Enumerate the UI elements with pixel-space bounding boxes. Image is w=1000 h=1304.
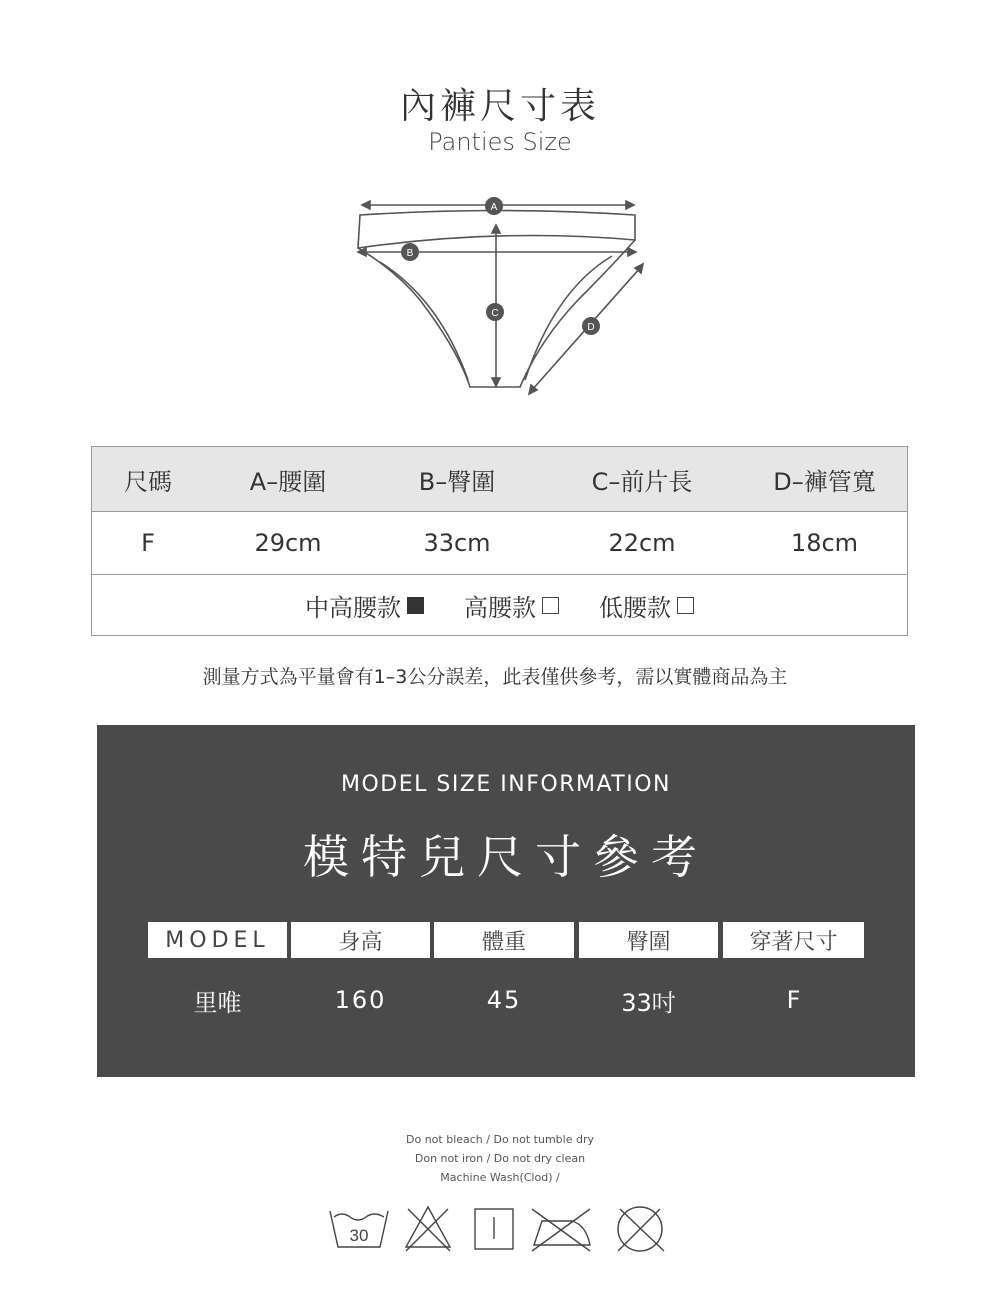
size-table-header [92,447,907,512]
style-option-low [599,588,694,623]
cell-front-length: 22cm [608,528,676,557]
care-icons [328,1203,672,1255]
model-header-name: MODEL [148,922,287,958]
model-title-zh: 模特兒尺寸參考 [303,830,709,884]
model-weight: 45 [486,986,522,1014]
header-waist: A–腰圍 [249,467,327,496]
header-front-length: C–前片長 [591,467,693,496]
style-row [92,574,907,636]
cell-hip: 33cm [423,528,491,557]
table-row [92,511,907,575]
cell-size: F [141,528,155,557]
header-size: 尺碼 [124,467,172,496]
style-option-high [464,588,559,623]
page-subtitle: Panties Size [428,128,572,156]
no-iron-icon [532,1209,590,1251]
hang-dry-icon [475,1209,513,1249]
panties-diagram [340,190,660,400]
model-info-panel [97,725,915,1077]
label-c: C [491,308,499,319]
label-a: A [490,202,498,213]
model-header-weight: 體重 [434,922,574,958]
model-header-size-worn: 穿著尺寸 [723,922,864,958]
model-hip: 33吋 [621,988,676,1017]
checkbox-empty-icon [677,597,694,614]
checkbox-checked-icon [407,597,424,614]
size-table [91,446,908,636]
checkbox-empty-icon [542,597,559,614]
wash-30-icon [330,1211,388,1247]
care-line: Don not iron / Do not dry clean [414,1152,586,1165]
label-d: D [587,322,595,333]
style-option-mid-high [305,588,424,623]
model-header-hip: 臀圍 [579,922,718,958]
header-hip: B–臀圍 [418,467,496,496]
no-dry-clean-icon [618,1207,664,1251]
care-line: Do not bleach / Do not tumble dry [406,1133,594,1146]
style-label: 低腰款 [599,593,671,622]
label-b: B [406,248,414,259]
cell-leg-width: 18cm [790,528,859,557]
care-line: Machine Wash(Clod) / [440,1171,560,1184]
page-title: 內褲尺寸表 [399,86,600,127]
model-name: 里唯 [193,988,242,1017]
measurement-note: 測量方式為平量會有1–3公分誤差，此表僅供參考，需以實體商品為主 [202,666,788,688]
style-label: 中高腰款 [305,593,401,622]
model-title-en: MODEL SIZE INFORMATION [340,772,672,797]
wash-temp: 30 [349,1226,369,1245]
no-bleach-icon [406,1207,450,1251]
style-label: 高腰款 [464,593,536,622]
cell-waist: 29cm [254,528,322,557]
header-leg-width: D–褲管寬 [773,467,876,496]
model-size-worn: F [786,986,801,1014]
model-header-height: 身高 [291,922,430,958]
model-height: 160 [334,986,387,1014]
